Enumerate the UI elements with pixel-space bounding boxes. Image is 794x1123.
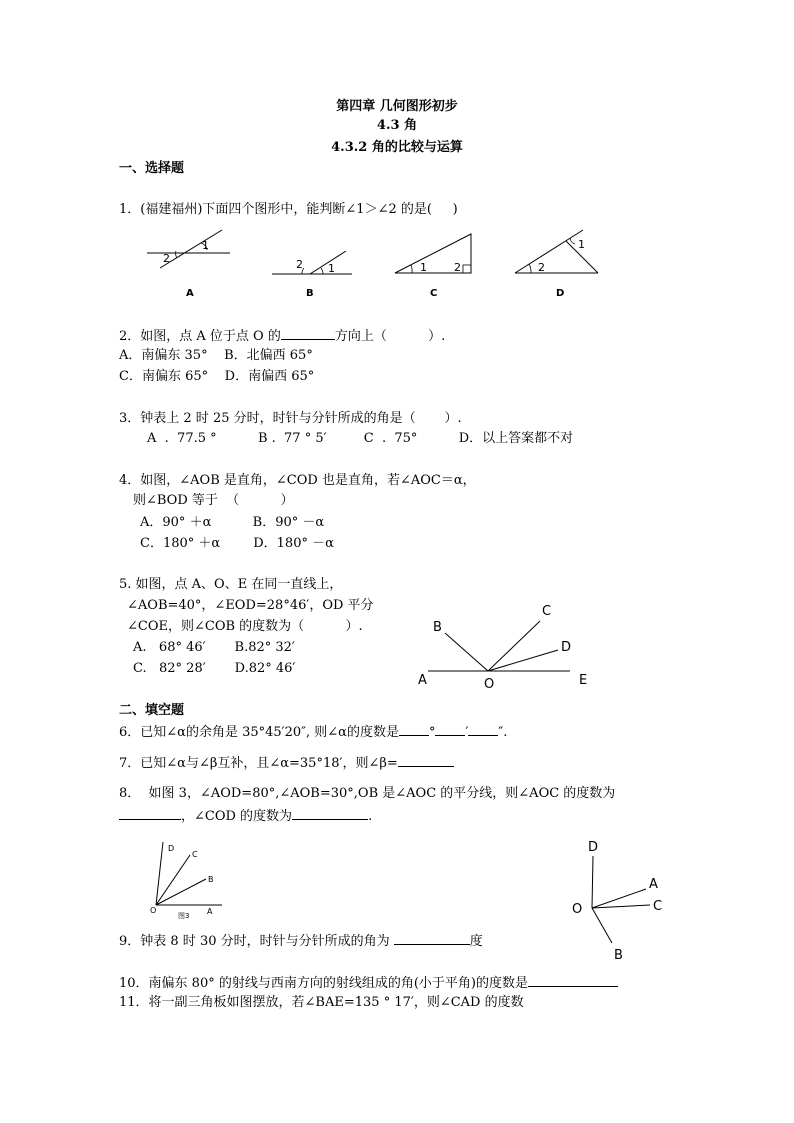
section-choice-heading: 一、选择题 bbox=[119, 161, 185, 176]
section-title: 4.3 角 bbox=[376, 118, 418, 133]
subsection-title: 4.3.2 角的比较与运算 bbox=[331, 140, 463, 155]
q4-stem-2: 则∠BOD 等于 （ ） bbox=[133, 493, 294, 508]
q5-line2: ∠AOB=40°，∠EOD=28°46′，OD 平分 bbox=[127, 598, 374, 613]
q2-options-ab: A．南偏东 35° B．北偏西 65° bbox=[119, 348, 313, 363]
q9-stem bbox=[119, 932, 483, 950]
svg-text:1: 1 bbox=[202, 239, 209, 252]
q6-deg-symbol: ° bbox=[428, 725, 436, 740]
q10-stem-text: 10．南偏东 80° 的射线与西南方向的射线组成的角(小于平角)的度数是 bbox=[119, 976, 528, 991]
svg-text:B: B bbox=[614, 948, 623, 963]
svg-text:A: A bbox=[649, 877, 658, 892]
q8-line2-end: . bbox=[368, 809, 373, 824]
q5-label-c: C bbox=[542, 604, 552, 619]
q5-label-d: D bbox=[561, 640, 572, 655]
svg-text:A: A bbox=[186, 288, 194, 299]
q4-options-ab: A．90° ＋α B．90° －α bbox=[140, 515, 325, 530]
q6-stem-text: 6．已知∠α的余角是 35°45′20″, 则∠α的度数是 bbox=[119, 725, 399, 740]
svg-text:图3: 图3 bbox=[178, 912, 190, 920]
q2-stem-part1: 2．如图，点 A 位于点 O 的 bbox=[119, 329, 281, 344]
q7-stem-text: 7．已知∠α与∠β互补，且∠α=35°18′，则∠β= bbox=[119, 756, 398, 771]
svg-text:D: D bbox=[588, 840, 599, 855]
svg-text:B: B bbox=[208, 875, 214, 884]
q9-stem-text: 9．钟表 8 时 30 分时，时针与分针所成的角为 bbox=[119, 934, 394, 949]
q6-min-symbol: ′ bbox=[465, 725, 469, 740]
q8-line2-text: ，∠COD 的度数为 bbox=[181, 809, 293, 824]
svg-text:2: 2 bbox=[163, 252, 170, 265]
svg-text:D: D bbox=[168, 844, 175, 853]
chapter-title: 第四章 几何图形初步 bbox=[336, 99, 458, 114]
svg-text:O: O bbox=[572, 902, 583, 917]
svg-text:2: 2 bbox=[538, 261, 545, 274]
q6-end: . bbox=[503, 725, 508, 740]
svg-text:A: A bbox=[207, 907, 213, 916]
q5-label-e: E bbox=[579, 673, 588, 688]
svg-text:1: 1 bbox=[420, 261, 427, 274]
q4-stem: 4．如图，∠AOB 是直角，∠COD 也是直角，若∠AOC＝α， bbox=[119, 473, 476, 488]
svg-text:O: O bbox=[150, 906, 157, 915]
svg-text:D: D bbox=[556, 288, 565, 299]
section-fill-heading: 二、填空题 bbox=[119, 703, 185, 718]
svg-text:C: C bbox=[430, 288, 438, 299]
svg-text:B: B bbox=[306, 288, 314, 299]
q6-sec-symbol: ″ bbox=[498, 725, 504, 740]
q8-stem: 8． 如图 3，∠AOD=80°,∠AOB=30°,OB 是∠AOC 的平分线，则∠AOC 的度数为 bbox=[119, 786, 616, 801]
q5-options-cd: C. 82° 28′ D.82° 46′ bbox=[133, 661, 296, 676]
q3-stem: 3．钟表上 2 时 25 分时，时针与分针所成的角是（ ）. bbox=[119, 411, 462, 426]
q9-unit: 度 bbox=[469, 934, 483, 949]
q4-options-cd: C．180° ＋α D．180° －α bbox=[140, 536, 334, 551]
svg-text:2: 2 bbox=[296, 258, 303, 271]
svg-text:1: 1 bbox=[328, 262, 335, 275]
q9-blank[interactable] bbox=[394, 932, 470, 945]
q1-stem: 1．(福建福州)下面四个图形中，能判断∠1＞∠2 的是( ) bbox=[119, 202, 458, 217]
svg-text:2: 2 bbox=[454, 261, 461, 274]
svg-text:C: C bbox=[192, 850, 198, 859]
q11-stem: 11．将一副三角板如图摆放，若∠BAE=135 ° 17′，则∠CAD 的度数 bbox=[119, 995, 524, 1010]
q5-label-o: O bbox=[484, 677, 495, 692]
q5-options-ab: A. 68° 46′ B.82° 32′ bbox=[133, 640, 295, 655]
q10-stem bbox=[119, 974, 618, 992]
q2-options-cd: C．南偏东 65° D．南偏西 65° bbox=[119, 369, 315, 384]
q5-label-a: A bbox=[418, 673, 427, 688]
q10-blank[interactable] bbox=[528, 974, 618, 987]
svg-text:1: 1 bbox=[578, 238, 585, 251]
q5-line3: ∠COE，则∠COB 的度数为（ ）. bbox=[127, 619, 363, 634]
q3-options: A . 77.5 ° B . 77 ° 5′ C . 75° D．以上答案都不对 bbox=[147, 431, 574, 446]
q5-line1: 5. 如图，点 A、O、E 在同一直线上， bbox=[119, 577, 343, 592]
svg-text:C: C bbox=[653, 899, 663, 914]
q5-label-b: B bbox=[433, 620, 442, 635]
q2-stem-part2: 方向上（ ）. bbox=[334, 329, 446, 344]
